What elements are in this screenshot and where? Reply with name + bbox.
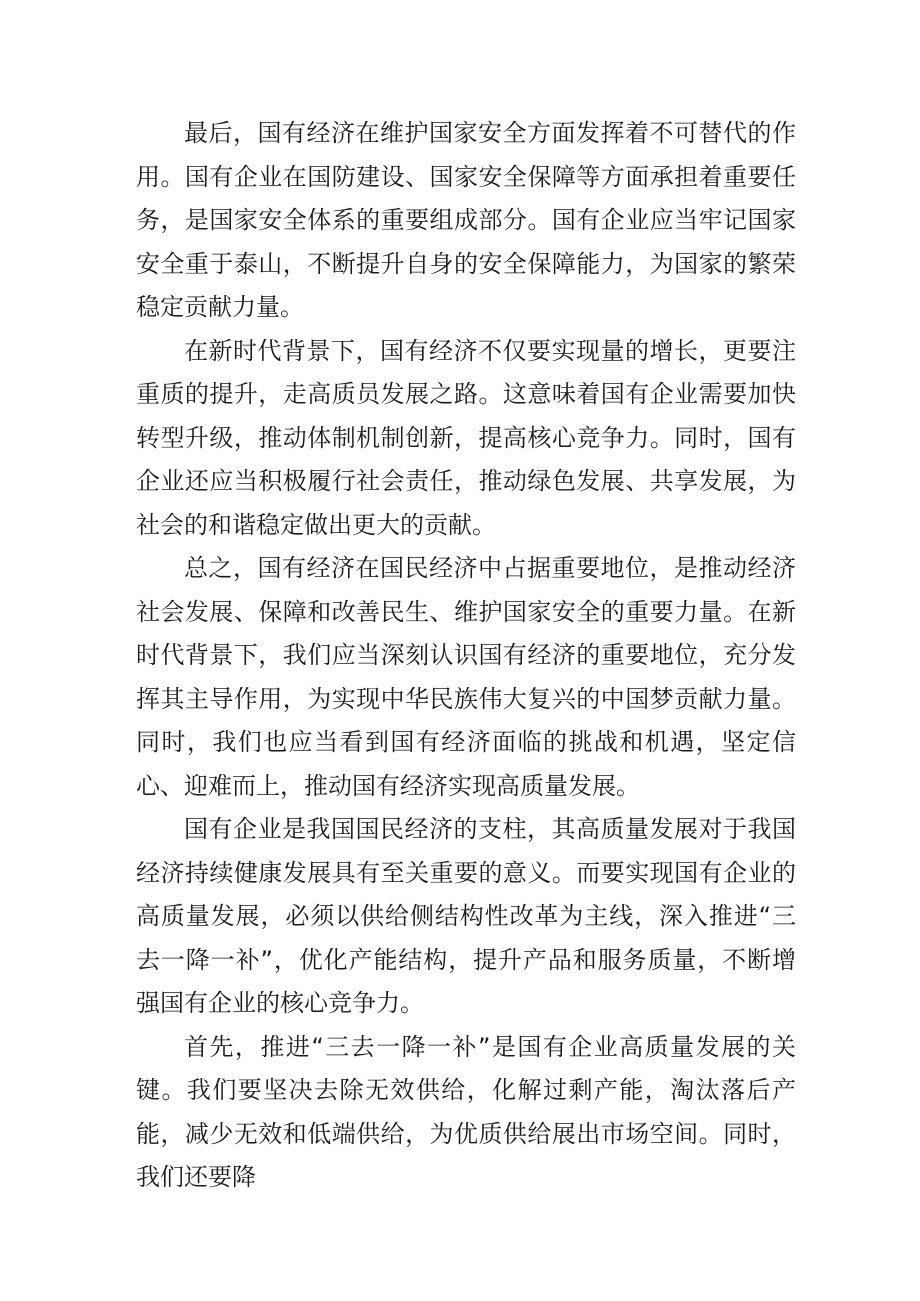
paragraph-national-security: 最后，国有经济在维护国家安全方面发挥着不可替代的作用。国有企业在国防建设、国家安全保障等方面承担着重要任务，是国家安全体系的重要组成部分。国有企业应当牢记国家安全重于泰山，不断提升自身的安全保障能力，为国家的繁荣稳定贡献力量。 — [136, 119, 796, 321]
paragraph-first-point: 首先，推进“三去一降一补”是国有企业高质量发展的关键。我们要坚决去除无效供给，化解过剩产能，淘汰落后产能，减少无效和低端供给，为优质供给展出市场空间。同时，我们还要降 — [136, 1032, 796, 1191]
document-body — [136, 112, 796, 1200]
paragraph-summary: 总之，国有经济在国民经济中占据重要地位，是推动经济社会发展、保障和改善民生、维护国家安全的重要力量。在新时代背景下，我们应当深刻认识国有经济的重要地位，充分发挥其主导作用，为实现中华民族伟大复兴的中国梦贡献力量。同时，我们也应当看到国有经济面临的挑战和机遇，坚定信心、迎难而上，推动国有经济实现高质量发展。 — [136, 554, 796, 800]
paragraph-soe-pillar: 国有企业是我国国民经济的支柱，其高质量发展对于我国经济持续健康发展具有至关重要的意义。而要实现国有企业的高质量发展，必须以供给侧结构性改革为主线，深入推进“三去一降一补”，优化产能结构，提升产品和服务质量，不断增强国有企业的核心竞争力。 — [136, 815, 796, 1017]
paragraph-new-era: 在新时代背景下，国有经济不仅要实现量的增长，更要注重质的提升，走高质员发展之路。这意味着国有企业需要加快转型升级，推动体制机制创新，提高核心竞争力。同时，国有企业还应当积极履行社会责任，推动绿色发展、共享发展，为社会的和谐稳定做出更大的贡献。 — [136, 336, 796, 539]
